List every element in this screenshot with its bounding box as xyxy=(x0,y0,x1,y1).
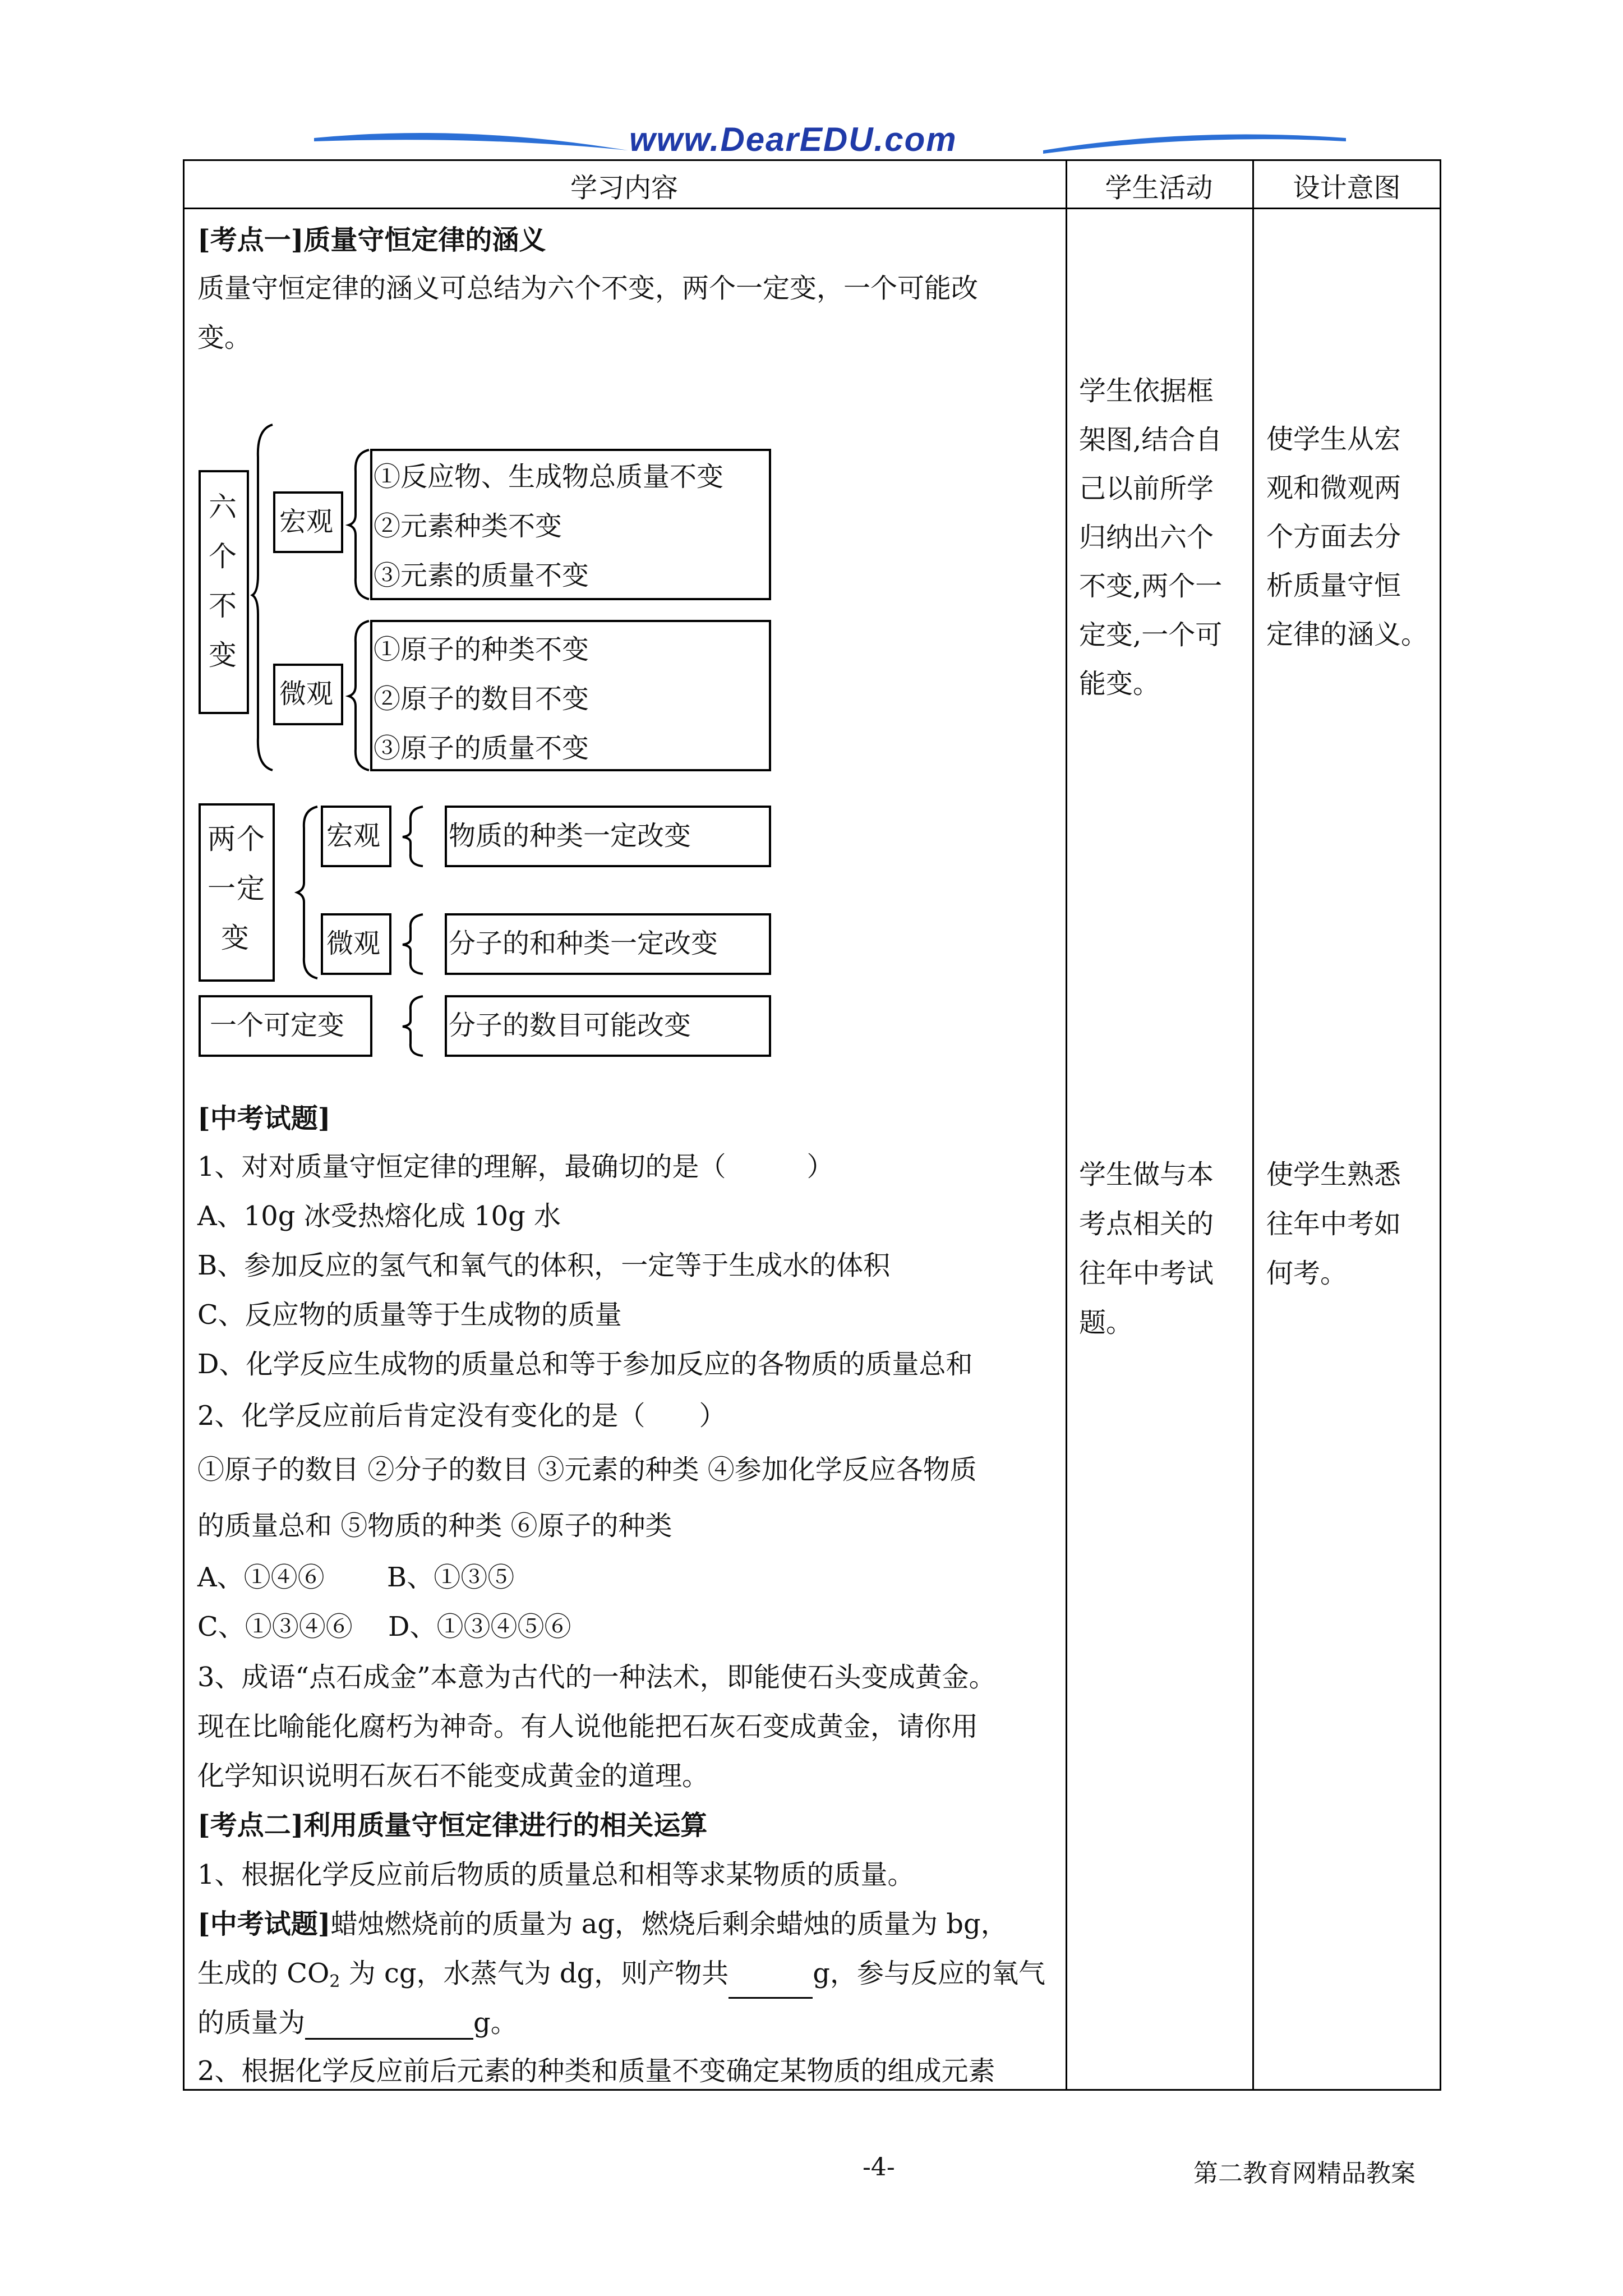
footer-source: 第二教育网精品教案 xyxy=(1193,2159,1415,2188)
macro-brace xyxy=(348,449,370,600)
section2-exam-label: [中考试题] xyxy=(197,1908,331,1940)
section1-intro-line1: 质量守恒定律的涵义可总结为六个不变，两个一定变，一个可能改 xyxy=(197,273,979,304)
section2-exam-line1: [中考试题]蜡烛燃烧前的质量为 ag，燃烧后剩余蜡烛的质量为 bg， xyxy=(197,1908,1008,1940)
site-logo-text[interactable]: www.DearEDU.com xyxy=(629,121,957,158)
micro-label: 微观 xyxy=(279,678,334,710)
exam1-q3-line1: 3、成语“点石成金”本意为古代的一种法术，即能使石头变成黄金。 xyxy=(197,1662,996,1693)
macro-label: 宏观 xyxy=(279,506,334,537)
exam1-q1-option-b: B、参加反应的氢气和氧气的体积，一定等于生成水的体积 xyxy=(197,1250,891,1281)
section2-title: [考点二]利用质量守恒定律进行的相关运算 xyxy=(197,1810,708,1841)
section2-item1: 1、根据化学反应前后物质的质量总和相等求某物质的质量。 xyxy=(197,1859,915,1890)
column-divider-1 xyxy=(1066,159,1067,2091)
section2-exam-line3: 的质量为 g。 xyxy=(197,2007,518,2039)
two-micro-brace xyxy=(402,913,424,975)
page-number: -4- xyxy=(863,2153,895,2182)
micro-brace xyxy=(348,620,370,771)
design-intent-block1: 使学生从宏 观和微观两 个方面去分 析质量守恒 定律的涵义。 xyxy=(1266,424,1428,650)
student-activity-block2: 学生做与本 考点相关的 往年中考试 题。 xyxy=(1079,1159,1214,1338)
section1-title: [考点一]质量守恒定律的涵义 xyxy=(197,224,546,256)
two-micro-label: 微观 xyxy=(326,928,381,959)
section1-intro-line2: 变。 xyxy=(197,322,252,353)
exam1-q2-line1: ①原子的数目 ②分子的数目 ③元素的种类 ④参加化学反应各物质 xyxy=(197,1454,977,1485)
exam1-q2-options-cd: C、①③④⑥ D、①③④⑤⑥ xyxy=(197,1611,571,1642)
two-changes-brace xyxy=(296,806,319,979)
one-change-label: 一个可定变 xyxy=(210,1010,345,1041)
column-header-content: 学习内容 xyxy=(570,172,678,204)
one-change-item: 分子的数目可能改变 xyxy=(449,1010,691,1041)
two-changes-label: 两个 一定 变 xyxy=(208,823,266,954)
products-total-blank[interactable] xyxy=(728,1970,813,1999)
macro-item-2: ②元素种类不变 xyxy=(374,510,562,542)
column-divider-2 xyxy=(1252,159,1254,2091)
micro-item-2: ②原子的数目不变 xyxy=(374,683,589,715)
exam1-q1: 1、对对质量守恒定律的理解，最确切的是（ ） xyxy=(197,1151,834,1182)
six-unchanged-label: 六 个 不 变 xyxy=(209,491,240,671)
macro-item-1: ①反应物、生成物总质量不变 xyxy=(374,461,724,493)
exam1-q2-options-ab: A、①④⑥ B、①③⑤ xyxy=(197,1562,515,1593)
exam1-q1-option-c: C、反应物的质量等于生成物的质量 xyxy=(197,1299,622,1331)
exam1-q2: 2、化学反应前后肯定没有变化的是（ ） xyxy=(197,1400,726,1432)
micro-item-1: ①原子的种类不变 xyxy=(374,634,589,665)
design-intent-block2: 使学生熟悉 往年中考如 何考。 xyxy=(1266,1159,1401,1289)
two-macro-brace xyxy=(402,806,424,867)
oxygen-mass-blank[interactable] xyxy=(305,2011,473,2040)
one-change-brace xyxy=(402,995,424,1057)
section2-exam-line2: 生成的 $CO_2$ 为 cg，水蒸气为 dg，则产物共 g，参与反应的氧气 xyxy=(197,1957,1045,1999)
column-header-intent: 设计意图 xyxy=(1293,172,1401,204)
six-brace xyxy=(251,424,274,771)
two-macro-label: 宏观 xyxy=(326,820,381,852)
exam1-q1-option-d: D、化学反应生成物的质量总和等于参加反应的各物质的质量总和 xyxy=(197,1349,973,1380)
micro-item-3: ③原子的质量不变 xyxy=(374,733,589,764)
exam1-q3-line3: 化学知识说明石灰石不能变成黄金的道理。 xyxy=(197,1760,709,1792)
column-header-activity: 学生活动 xyxy=(1105,172,1213,204)
exam1-q2-line2: 的质量总和 ⑤物质的种类 ⑥原子的种类 xyxy=(197,1510,672,1542)
exam1-q3-line2: 现在比喻能化腐朽为神奇。有人说他能把石灰石变成黄金，请你用 xyxy=(197,1711,979,1742)
student-activity-block1: 学生依据框 架图,结合自 己以前所学 归纳出六个 不变,两个一 定变,一个可 能变。 xyxy=(1079,375,1223,700)
two-micro-item: 分子的和种类一定改变 xyxy=(449,928,718,959)
two-macro-item: 物质的种类一定改变 xyxy=(449,820,691,852)
section2-item2: 2、根据化学反应前后元素的种类和质量不变确定某物质的组成元素 xyxy=(197,2055,995,2087)
exam1-q1-option-a: A、10g 冰受热熔化成 10g 水 xyxy=(197,1200,561,1232)
exam1-title: [中考试题] xyxy=(197,1103,331,1134)
header-divider xyxy=(183,208,1441,209)
macro-item-3: ③元素的质量不变 xyxy=(374,560,589,591)
